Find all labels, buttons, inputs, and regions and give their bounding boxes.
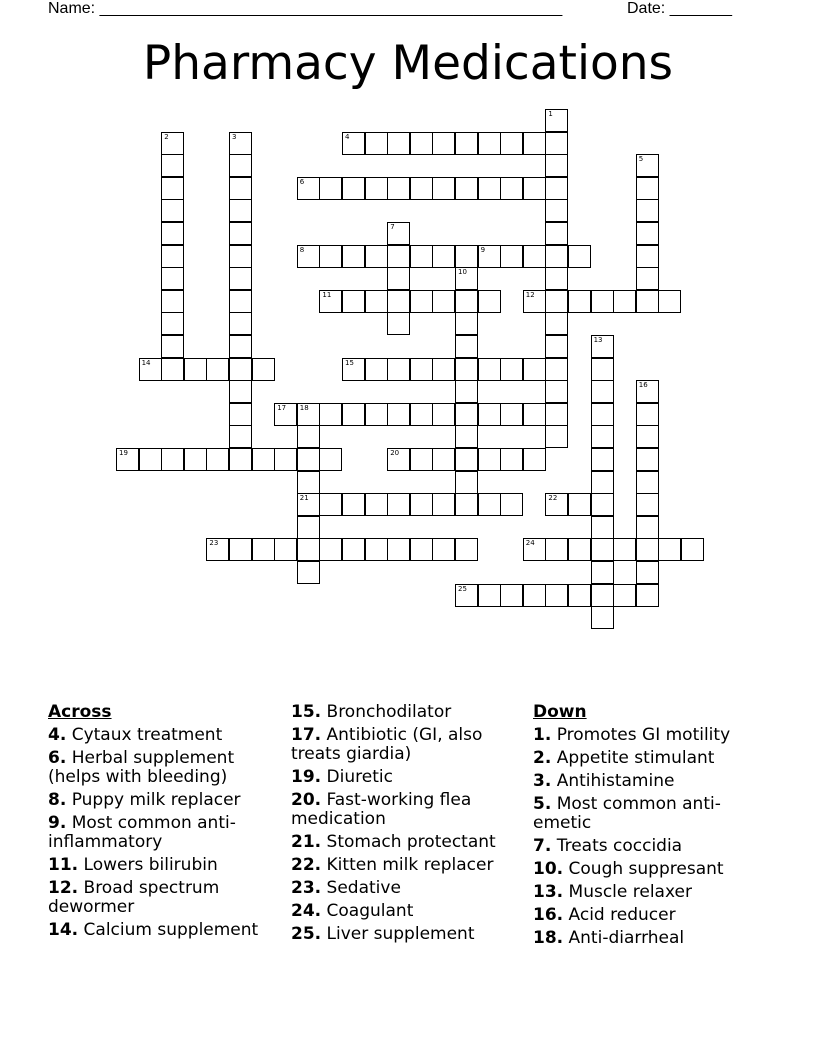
grid-cell[interactable] (365, 132, 388, 155)
grid-cell[interactable] (636, 538, 659, 561)
grid-cell[interactable] (206, 358, 229, 381)
grid-cell[interactable] (591, 448, 614, 471)
grid-cell[interactable] (545, 584, 568, 607)
grid-cell[interactable] (455, 245, 478, 268)
grid-cell[interactable] (591, 471, 614, 494)
grid-cell[interactable] (500, 448, 523, 471)
grid-cell[interactable] (500, 132, 523, 155)
grid-cell[interactable] (455, 403, 478, 426)
grid-cell[interactable] (319, 538, 342, 561)
grid-cell[interactable] (500, 177, 523, 200)
clue-across-22: 22. Kitten milk replacer (291, 855, 494, 875)
clue-across-8: 8. Puppy milk replacer (48, 790, 241, 810)
clue-number: 17 (277, 403, 287, 412)
grid-cell[interactable] (229, 267, 252, 290)
clue-number: 4 (345, 132, 350, 141)
clue-number: 6 (299, 177, 305, 186)
grid-cell[interactable] (545, 109, 568, 132)
grid-cell[interactable] (478, 177, 501, 200)
clue-number: 10 (458, 268, 467, 277)
grid-cell[interactable] (591, 516, 614, 539)
clue-across-9: 9. Most common anti-inflammatory (48, 813, 236, 852)
grid-cell[interactable] (545, 312, 568, 335)
grid-cell[interactable] (591, 584, 614, 607)
grid-cell[interactable] (455, 312, 478, 335)
clue-number: 25 (458, 584, 467, 593)
grid-cell[interactable] (274, 538, 297, 561)
clue-across-21: 21. Stomach protectant (291, 832, 496, 852)
clue-down-3: 3. Antihistamine (533, 771, 675, 791)
grid-cell[interactable] (229, 380, 252, 403)
grid-cell[interactable] (545, 245, 568, 268)
clue-down-7: 7. Treats coccidia (533, 836, 683, 856)
grid-cell[interactable] (455, 471, 478, 494)
grid-cell[interactable] (432, 177, 455, 200)
grid-cell[interactable] (139, 358, 162, 381)
grid-cell[interactable] (432, 538, 455, 561)
grid-cell[interactable] (591, 561, 614, 584)
grid-cell[interactable] (545, 335, 568, 358)
grid-cell[interactable] (455, 425, 478, 448)
grid-cell[interactable] (139, 448, 162, 471)
grid-cell[interactable] (342, 403, 365, 426)
grid-cell[interactable] (455, 448, 478, 471)
grid-cell[interactable] (545, 493, 568, 516)
grid-cell[interactable] (365, 290, 388, 313)
clue-number: 12 (525, 290, 535, 299)
grid-cell[interactable] (591, 606, 614, 629)
clue-number: 21 (299, 494, 309, 503)
clue-across-19: 19. Diuretic (291, 767, 393, 787)
grid-cell[interactable] (229, 245, 252, 268)
clue-across-12: 12. Broad spectrum dewormer (48, 878, 220, 917)
grid-cell[interactable] (410, 538, 433, 561)
grid-cell[interactable] (229, 538, 252, 561)
grid-cell[interactable] (455, 584, 478, 607)
grid-cell[interactable] (591, 493, 614, 516)
grid-cell[interactable] (229, 312, 252, 335)
grid-cell[interactable] (161, 358, 184, 381)
grid-cell[interactable] (365, 177, 388, 200)
grid-cell[interactable] (297, 516, 320, 539)
grid-cell[interactable] (161, 177, 184, 200)
grid-cell[interactable] (636, 267, 659, 290)
grid-cell[interactable] (636, 471, 659, 494)
grid-cell[interactable] (500, 245, 523, 268)
grid-cell[interactable] (229, 335, 252, 358)
grid-cell[interactable] (319, 403, 342, 426)
grid-cell[interactable] (387, 538, 410, 561)
clue-number: 1 (548, 110, 553, 118)
grid-cell[interactable] (523, 358, 546, 381)
grid-cell[interactable] (523, 132, 546, 155)
grid-cell[interactable] (297, 538, 320, 561)
grid-cell[interactable] (523, 245, 546, 268)
grid-cell[interactable] (161, 290, 184, 313)
grid-cell[interactable] (455, 267, 478, 290)
clue-number: 11 (322, 290, 332, 299)
grid-cell[interactable] (478, 132, 501, 155)
grid-cell[interactable] (229, 177, 252, 200)
clue-down-2: 2. Appetite stimulant (533, 748, 715, 768)
grid-cell[interactable] (478, 358, 501, 381)
grid-cell[interactable] (636, 493, 659, 516)
grid-cell[interactable] (297, 448, 320, 471)
grid-cell[interactable] (161, 448, 184, 471)
grid-cell[interactable] (432, 290, 455, 313)
grid-cell[interactable] (387, 358, 410, 381)
grid-cell[interactable] (658, 290, 681, 313)
grid-cell[interactable] (658, 538, 681, 561)
grid-cell[interactable] (545, 222, 568, 245)
grid-cell[interactable] (319, 290, 342, 313)
grid-cell[interactable] (545, 154, 568, 177)
grid-cell[interactable] (365, 493, 388, 516)
down-heading: Down (533, 702, 587, 722)
grid-cell[interactable] (319, 493, 342, 516)
grid-cell[interactable] (636, 584, 659, 607)
grid-cell[interactable] (342, 358, 365, 381)
clue-down-10: 10. Cough suppresant (533, 859, 724, 879)
clue-down-18: 18. Anti-diarrheal (533, 928, 685, 948)
grid-cell[interactable] (206, 538, 229, 561)
grid-cell[interactable] (365, 538, 388, 561)
page-title: Pharmacy Medications (142, 36, 674, 91)
clue-number: 8 (299, 245, 305, 254)
grid-cell[interactable] (455, 538, 478, 561)
grid-cell[interactable] (523, 538, 546, 561)
clue-number: 19 (119, 449, 128, 457)
name-blank: ____________________________________________________ (99, 0, 563, 17)
clue-down-1: 1. Promotes GI motility (533, 725, 731, 745)
grid-cell[interactable] (636, 561, 659, 584)
grid-cell[interactable] (432, 245, 455, 268)
down-clues-column (533, 703, 773, 952)
grid-cell[interactable] (297, 425, 320, 448)
grid-cell[interactable] (161, 132, 184, 155)
grid-cell[interactable] (387, 448, 410, 471)
grid-cell[interactable] (478, 493, 501, 516)
grid-cell[interactable] (410, 290, 433, 313)
grid-cell[interactable] (636, 199, 659, 222)
grid-cell[interactable] (478, 290, 501, 313)
grid-cell[interactable] (297, 561, 320, 584)
clue-number: 20 (390, 449, 400, 457)
grid-cell[interactable] (342, 132, 365, 155)
grid-cell[interactable] (545, 425, 568, 448)
grid-cell[interactable] (636, 177, 659, 200)
grid-cell[interactable] (274, 403, 297, 426)
grid-cell[interactable] (252, 358, 275, 381)
grid-cell[interactable] (613, 538, 636, 561)
clue-number: 23 (209, 539, 219, 548)
clue-across-4: 4. Cytaux treatment (48, 725, 223, 745)
grid-cell[interactable] (500, 584, 523, 607)
grid-cell[interactable] (410, 177, 433, 200)
grid-cell[interactable] (455, 335, 478, 358)
grid-cell[interactable] (545, 267, 568, 290)
grid-cell[interactable] (523, 403, 546, 426)
grid-cell[interactable] (319, 177, 342, 200)
grid-cell[interactable] (455, 290, 478, 313)
grid-cell[interactable] (636, 425, 659, 448)
date-blank: _______ (669, 0, 732, 17)
grid-cell[interactable] (410, 403, 433, 426)
grid-cell[interactable] (252, 448, 275, 471)
grid-cell[interactable] (229, 132, 252, 155)
grid-cell[interactable] (319, 245, 342, 268)
clue-number: 18 (299, 403, 309, 412)
grid-cell[interactable] (229, 199, 252, 222)
grid-cell[interactable] (229, 448, 252, 471)
clue-number: 5 (638, 155, 644, 164)
grid-cell[interactable] (568, 538, 591, 561)
across-clues-column-2 (291, 703, 526, 948)
clue-number: 14 (141, 358, 151, 367)
grid-cell[interactable] (568, 245, 591, 268)
grid-cell[interactable] (297, 493, 320, 516)
grid-cell[interactable] (342, 245, 365, 268)
grid-cell[interactable] (545, 132, 568, 155)
clue-across-6: 6. Herbal supplement (helps with bleeding) (48, 748, 235, 787)
grid-cell[interactable] (410, 245, 433, 268)
grid-cell[interactable] (636, 516, 659, 539)
grid-cell[interactable] (500, 493, 523, 516)
grid-cell[interactable] (161, 222, 184, 245)
grid-cell[interactable] (455, 358, 478, 381)
grid-cell[interactable] (229, 358, 252, 381)
grid-cell[interactable] (681, 538, 704, 561)
grid-cell[interactable] (478, 448, 501, 471)
clue-across-11: 11. Lowers bilirubin (48, 855, 218, 875)
clue-number: 24 (525, 539, 535, 548)
grid-cell[interactable] (432, 448, 455, 471)
grid-cell[interactable] (365, 358, 388, 381)
grid-cell[interactable] (500, 403, 523, 426)
grid-cell[interactable] (545, 403, 568, 426)
clue-down-5: 5. Most common anti-emetic (533, 794, 721, 833)
clue-number: 15 (345, 358, 354, 367)
clue-number: 22 (548, 494, 558, 503)
grid-cell[interactable] (613, 290, 636, 313)
grid-cell[interactable] (636, 290, 659, 313)
grid-cell[interactable] (455, 493, 478, 516)
grid-cell[interactable] (161, 267, 184, 290)
clue-number: 13 (593, 336, 603, 344)
name-label: Name: (48, 0, 96, 17)
grid-cell[interactable] (545, 177, 568, 200)
clue-across-15: 15. Bronchodilator (291, 702, 452, 722)
date-label: Date: (627, 0, 666, 17)
grid-cell[interactable] (161, 154, 184, 177)
grid-cell[interactable] (568, 493, 591, 516)
grid-cell[interactable] (387, 403, 410, 426)
grid-cell[interactable] (387, 267, 410, 290)
grid-cell[interactable] (591, 290, 614, 313)
across-heading: Across (48, 702, 112, 722)
clue-number: 9 (480, 245, 486, 254)
grid-cell[interactable] (432, 358, 455, 381)
grid-cell[interactable] (591, 425, 614, 448)
grid-cell[interactable] (116, 448, 139, 471)
clue-across-23: 23. Sedative (291, 878, 401, 898)
grid-cell[interactable] (387, 132, 410, 155)
grid-cell[interactable] (342, 538, 365, 561)
clue-down-16: 16. Acid reducer (533, 905, 676, 925)
grid-cell[interactable] (297, 177, 320, 200)
grid-cell[interactable] (455, 177, 478, 200)
grid-cell[interactable] (636, 154, 659, 177)
grid-cell[interactable] (636, 222, 659, 245)
grid-cell[interactable] (387, 290, 410, 313)
grid-cell[interactable] (545, 199, 568, 222)
grid-cell[interactable] (319, 448, 342, 471)
grid-cell[interactable] (387, 245, 410, 268)
grid-cell[interactable] (161, 245, 184, 268)
grid-cell[interactable] (252, 538, 275, 561)
grid-cell[interactable] (297, 403, 320, 426)
grid-cell[interactable] (636, 245, 659, 268)
grid-cell[interactable] (545, 380, 568, 403)
clue-across-24: 24. Coagulant (291, 901, 414, 921)
grid-cell[interactable] (297, 245, 320, 268)
grid-cell[interactable] (500, 358, 523, 381)
clue-across-20: 20. Fast-working flea medication (291, 790, 472, 829)
clue-number: 2 (164, 132, 169, 141)
grid-cell[interactable] (342, 493, 365, 516)
grid-cell[interactable] (523, 290, 546, 313)
grid-cell[interactable] (455, 380, 478, 403)
grid-cell[interactable] (568, 584, 591, 607)
grid-cell[interactable] (432, 493, 455, 516)
grid-cell[interactable] (161, 199, 184, 222)
grid-cell[interactable] (410, 493, 433, 516)
grid-cell[interactable] (387, 312, 410, 335)
grid-cell[interactable] (387, 493, 410, 516)
grid-cell[interactable] (591, 538, 614, 561)
grid-cell[interactable] (613, 584, 636, 607)
clue-number: 3 (232, 132, 237, 141)
grid-cell[interactable] (229, 425, 252, 448)
clue-down-13: 13. Muscle relaxer (533, 882, 692, 902)
clue-across-14: 14. Calcium supplement (48, 920, 259, 940)
grid-cell[interactable] (229, 290, 252, 313)
grid-cell[interactable] (229, 154, 252, 177)
grid-cell[interactable] (568, 290, 591, 313)
grid-cell[interactable] (410, 132, 433, 155)
grid-cell[interactable] (387, 177, 410, 200)
grid-cell[interactable] (387, 222, 410, 245)
grid-cell[interactable] (274, 448, 297, 471)
clue-across-25: 25. Liver supplement (291, 924, 475, 944)
grid-cell[interactable] (591, 358, 614, 381)
grid-cell[interactable] (545, 290, 568, 313)
grid-cell[interactable] (184, 358, 207, 381)
grid-cell[interactable] (161, 312, 184, 335)
grid-cell[interactable] (545, 358, 568, 381)
grid-cell[interactable] (478, 403, 501, 426)
clue-across-17: 17. Antibiotic (GI, also treats giardia) (291, 725, 483, 764)
grid-cell[interactable] (432, 403, 455, 426)
grid-cell[interactable] (410, 358, 433, 381)
grid-cell[interactable] (478, 245, 501, 268)
grid-cell[interactable] (184, 448, 207, 471)
grid-cell[interactable] (365, 403, 388, 426)
grid-cell[interactable] (365, 245, 388, 268)
grid-cell[interactable] (523, 584, 546, 607)
grid-cell[interactable] (206, 448, 229, 471)
grid-cell[interactable] (410, 448, 433, 471)
grid-cell[interactable] (523, 448, 546, 471)
grid-cell[interactable] (591, 380, 614, 403)
grid-cell[interactable] (591, 403, 614, 426)
grid-cell[interactable] (161, 335, 184, 358)
grid-cell[interactable] (342, 177, 365, 200)
grid-cell[interactable] (523, 177, 546, 200)
grid-cell[interactable] (229, 403, 252, 426)
across-clues-column-1 (48, 703, 283, 944)
clue-number: 16 (638, 381, 648, 390)
grid-cell[interactable] (478, 584, 501, 607)
clue-number: 7 (390, 223, 395, 231)
grid-cell[interactable] (297, 471, 320, 494)
grid-cell[interactable] (229, 222, 252, 245)
grid-cell[interactable] (636, 403, 659, 426)
grid-cell[interactable] (342, 290, 365, 313)
grid-cell[interactable] (455, 132, 478, 155)
grid-cell[interactable] (591, 335, 614, 358)
grid-cell[interactable] (432, 132, 455, 155)
grid-cell[interactable] (636, 448, 659, 471)
grid-cell[interactable] (636, 380, 659, 403)
grid-cell[interactable] (545, 538, 568, 561)
